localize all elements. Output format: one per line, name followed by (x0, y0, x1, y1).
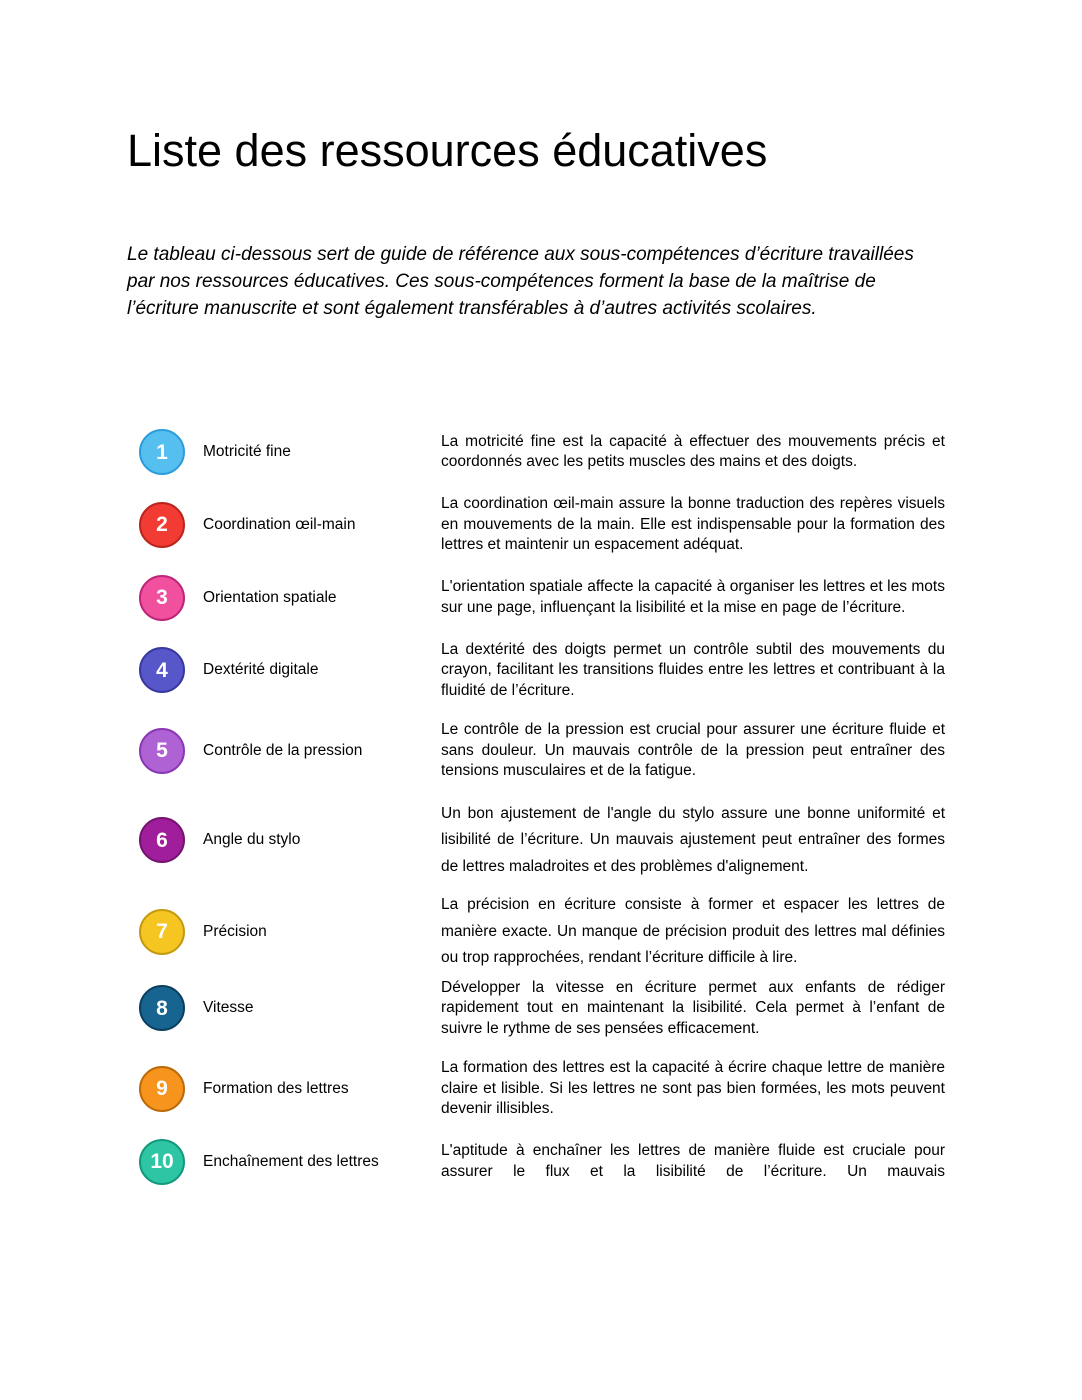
skills-list (127, 429, 945, 1185)
skill-badge-column (127, 429, 441, 475)
skill-number: 10 (150, 1150, 174, 1173)
skill-number-badge (139, 985, 185, 1031)
skill-number: 6 (156, 828, 168, 852)
skill-description: L'aptitude à enchaîner les lettres de manière fluide est cruciale pour assurer le flux et la lisibilité de l’écriture. Un mauvais (441, 1142, 945, 1180)
skill-number: 4 (156, 658, 168, 682)
skill-description: La coordination œil-main assure la bonne traduction des repères visuels en mouvements de la main. Elle est indispensable pour la formation des lettres et maintenir un espacement adéquat. (441, 495, 945, 553)
skill-description: L'orientation spatiale affecte la capacité à organiser les lettres et les mots sur une page, influençant la lisibilité et la mise en page de l’écriture. (441, 578, 945, 616)
skill-number: 7 (156, 920, 168, 944)
skill-row (127, 720, 945, 782)
skill-badge-column (127, 1066, 441, 1112)
skill-badge-column (127, 1139, 441, 1185)
skill-row (127, 640, 945, 702)
skill-number-badge (139, 909, 185, 955)
skill-description: La motricité fine est la capacité à effectuer des mouvements précis et coordonnés avec les petits muscles des mains et des doigts. (441, 432, 945, 470)
skill-number-badge (139, 1139, 185, 1185)
skill-label: Vitesse (203, 999, 254, 1017)
skill-number-badge (139, 1066, 185, 1112)
skill-label: Précision (203, 922, 267, 940)
skill-number: 5 (156, 739, 168, 763)
skill-row (127, 494, 945, 556)
skill-number-badge (139, 575, 185, 621)
skill-badge-column (127, 575, 441, 621)
skill-label: Dextérité digitale (203, 661, 319, 679)
skill-description: La formation des lettres est la capacité à écrire chaque lettre de manière claire et lisible. Si les lettres ne sont pas bien formées, les mots peuvent devenir illisibles. (441, 1059, 945, 1117)
skill-description: Un bon ajustement de l'angle du stylo assure une bonne uniformité et lisibilité de l’écriture. Un mauvais ajustement peut entraîner des formes de lettres maladroites et des problèmes d'alignement. (441, 804, 945, 875)
skill-number: 8 (156, 996, 168, 1020)
intro-paragraph: Le tableau ci-dessous sert de guide de référence aux sous-compétences d’écriture travaillées par nos ressources éducatives. Ces sous-compétences forment la base de la maîtrise de l’écriture manuscrite et sont également transférables à d’autres activités scolaires. (127, 244, 914, 319)
skill-badge-column (127, 817, 441, 863)
skill-description: La précision en écriture consiste à former et espacer les lettres de manière exacte. Un manque de précision produit des lettres mal définies ou trop rapprochées, rendant l’écriture difficile à lire. (441, 896, 945, 966)
skill-badge-column (127, 985, 441, 1031)
skill-badge-column (127, 647, 441, 693)
skill-description: Développer la vitesse en écriture permet aux enfants de rédiger rapidement tout en maintenant la lisibilité. Cela permet à l’enfant de suivre le rythme de ses pensées efficacement. (441, 978, 945, 1037)
skill-number-badge (139, 817, 185, 863)
skill-label: Coordination œil-main (203, 515, 356, 533)
skill-number: 3 (156, 586, 168, 609)
page-title: Liste des ressources éducatives (127, 125, 768, 176)
skill-number-badge (139, 429, 185, 475)
skill-row (127, 892, 945, 972)
skill-row (127, 1139, 945, 1185)
skill-badge-column (127, 728, 441, 774)
skill-label: Orientation spatiale (203, 588, 337, 606)
skill-row (127, 801, 945, 881)
skill-number-badge (139, 647, 185, 693)
skill-number-badge (139, 502, 185, 548)
skill-badge-column (127, 909, 441, 955)
skill-label: Motricité fine (203, 443, 291, 460)
skill-row (127, 978, 945, 1040)
skill-label: Formation des lettres (203, 1079, 349, 1097)
skill-number: 2 (156, 513, 168, 537)
skill-description: Le contrôle de la pression est crucial pour assurer une écriture fluide et sans douleur. Un mauvais contrôle de la pression peut entraîner des tensions musculaires et de la fatigue. (441, 721, 945, 779)
skill-number-badge (139, 728, 185, 774)
skill-row (127, 575, 945, 621)
skill-label: Angle du stylo (203, 831, 301, 849)
skill-label: Contrôle de la pression (203, 741, 363, 759)
skill-description: La dextérité des doigts permet un contrôle subtil des mouvements du crayon, facilitant les transitions fluides entre les lettres et contribuant à la fluidité de l’écriture. (441, 640, 945, 699)
skill-label: Enchaînement des lettres (203, 1152, 379, 1170)
skill-row (127, 429, 945, 475)
skill-row (127, 1058, 945, 1120)
skill-number: 1 (156, 440, 168, 464)
skill-number: 9 (156, 1077, 168, 1101)
skill-badge-column (127, 502, 441, 548)
